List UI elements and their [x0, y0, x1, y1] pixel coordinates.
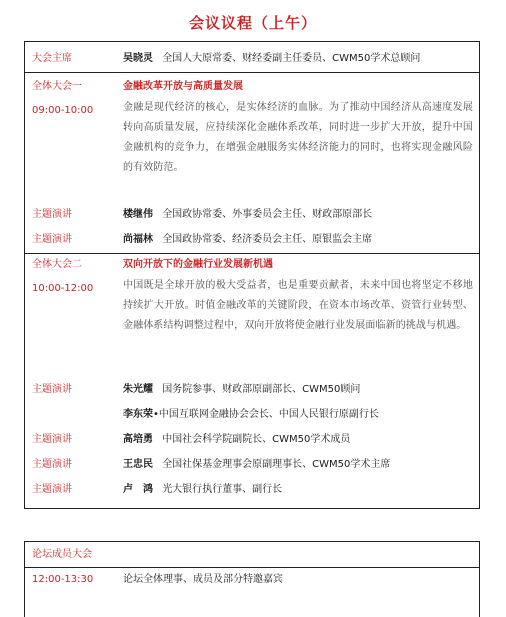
- speaker-title: 国务院参事、财政部原副部长、CWM50顾问: [162, 384, 361, 395]
- speaker-title: 全国政协常委、经济委员会主任、原银监会主席: [162, 234, 373, 245]
- agenda-table-forum: [24, 541, 480, 617]
- session2-speaker4-role: 主题演讲: [32, 459, 72, 470]
- speaker-name: 李东荣: [123, 409, 153, 420]
- speaker-name: 王忠民: [123, 459, 153, 470]
- session1-time: 09:00-10:00: [32, 105, 94, 116]
- speaker-title: •中国互联网金融协会会长、中国人民银行原副行长: [153, 409, 379, 420]
- session2-speaker1-role: 主题演讲: [32, 384, 72, 395]
- session1-speaker1: [123, 208, 372, 222]
- forum-participants: 论坛全体理事、成员及部分特邀嘉宾: [123, 574, 283, 585]
- session1-speaker1-role: 主题演讲: [32, 209, 72, 220]
- session2-speaker2: [123, 408, 379, 422]
- session2-speaker4: [123, 458, 390, 472]
- page-title: 会议议程（上午）: [188, 14, 317, 32]
- session2-speaker3: [123, 433, 350, 447]
- row-divider: [25, 567, 479, 568]
- speaker-name: 朱光耀: [123, 384, 153, 395]
- session2-speaker5-role: 主题演讲: [32, 484, 72, 495]
- session2-speaker5: [123, 483, 282, 497]
- session2-label: 全体大会二: [32, 259, 82, 270]
- chair-name: 吴晓灵: [123, 53, 153, 64]
- session2-time: 10:00-12:00: [32, 283, 94, 294]
- speaker-title: 光大银行执行董事、副行长: [162, 484, 283, 495]
- session1-speaker2-role: 主题演讲: [32, 234, 72, 245]
- speaker-title: 全国社保基金理事会原副理事长、CWM50学术主席: [162, 459, 391, 470]
- speaker-name: 尚福林: [123, 234, 153, 245]
- chair-info: [123, 52, 420, 66]
- speaker-title: 全国政协常委、外事委员会主任、财政部原部长: [162, 209, 373, 220]
- session1-title: 金融改革开放与高质量发展: [123, 81, 243, 92]
- forum-label: 论坛成员大会: [32, 549, 92, 560]
- forum-time: 12:00-13:30: [32, 574, 94, 585]
- row-divider: [25, 72, 479, 73]
- session2-speaker1: [123, 383, 360, 397]
- speaker-name: 高培勇: [123, 434, 153, 445]
- row-divider: [25, 253, 479, 254]
- chair-title: 全国人大原常委、财经委副主任委员、CWM50学术总顾问: [162, 53, 421, 64]
- session1-description: 金融是现代经济的核心，是实体经济的血脉。为了推动中国经济从高速度发展转向高质量发展，应持续深化金融体系改革，同时进一步扩大开放，提升中国金融机构的竞争力，在增强金融服务实体经济能力的同时，也将实现金融风险的有效防范。: [123, 102, 473, 173]
- speaker-title: 中国社会科学院副院长、CWM50学术成员: [162, 434, 351, 445]
- agenda-table-morning: [24, 41, 480, 509]
- session2-speaker3-role: 主题演讲: [32, 434, 72, 445]
- speaker-name: 楼继伟: [123, 209, 153, 220]
- session1-speaker2: [123, 233, 372, 247]
- session1-label: 全体大会一: [32, 81, 82, 92]
- session2-description: 中国既是全球开放的极大受益者，也是重要贡献者，未来中国也将坚定不移地持续扩大开放。时值金融改革的关键阶段，在资本市场改革、资管行业转型、金融体系结构调整过程中，双向开放将使金融行业发展面临新的挑战与机遇。: [123, 280, 473, 331]
- speaker-name: 卢 鸿: [123, 484, 153, 495]
- session2-title: 双向开放下的金融行业发展新机遇: [123, 259, 273, 270]
- chair-label: 大会主席: [32, 53, 72, 64]
